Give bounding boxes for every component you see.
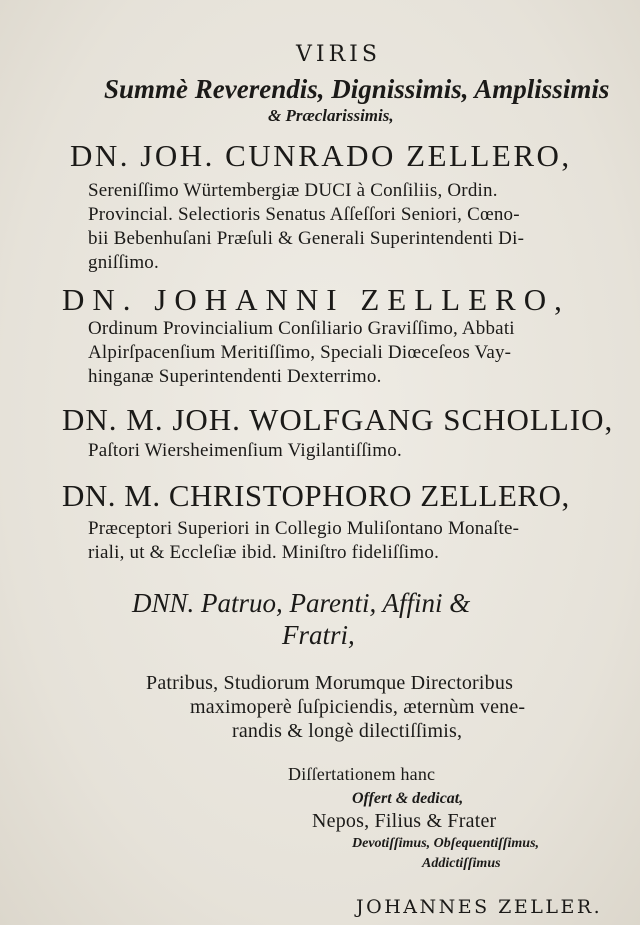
recipient-line: bii Bebenhuſani Præſuli & Generali Superintendenti Di- — [88, 228, 525, 249]
recipient-name: DN. M. JOH. WOLFGANG SCHOLLIO, — [62, 402, 614, 437]
heading-viris: VIRIS — [296, 42, 381, 67]
recipient-name: DN. JOH. CUNRADO ZELLERO, — [70, 138, 572, 173]
offer-line: Nepos, Filius & Frater — [312, 810, 497, 832]
recipient-line: gniſſimo. — [88, 252, 159, 273]
offer-line: Addictiſſimus — [422, 856, 501, 871]
recipient-line: Alpirſpacenſium Meritiſſimo, Speciali Diœceſeos Vay- — [88, 342, 512, 363]
heading-titles: Summè Reverendis, Dignissimis, Amplissimis — [104, 74, 610, 104]
relations-line: Fratri, — [282, 620, 355, 650]
recipient-line: Ordinum Provincialium Conſiliario Graviſſimo, Abbati — [88, 318, 515, 339]
recipient-name: DN. M. CHRISTOPHORO ZELLERO, — [62, 478, 570, 513]
recipient-line: Paſtori Wiersheimenſium Vigilantiſſimo. — [88, 440, 402, 461]
praise-line: randis & longè dilectiſſimis, — [232, 720, 463, 742]
signature: JOHANNES ZELLER. — [356, 896, 603, 918]
recipient-line: Sereniſſimo Würtembergiæ DUCI à Conſiliis, Ordin. — [88, 180, 498, 201]
offer-line: Offert & dedicat, — [352, 790, 464, 807]
recipient-line: riali, ut & Eccleſiæ ibid. Miniſtro fideliſſimo. — [88, 542, 440, 563]
offer-line: Devotiſſimus, Obſequentiſſimus, — [352, 836, 540, 851]
recipient-line: Præceptori Superiori in Collegio Muliſontano Monaſte- — [88, 518, 520, 539]
recipient-name: DN. JOHANNI ZELLERO, — [62, 282, 570, 317]
heading-titles-cont: & Præclarissimis, — [268, 106, 394, 125]
praise-line: maximoperè ſuſpiciendis, æternùm vene- — [190, 696, 526, 718]
praise-line: Patribus, Studiorum Morumque Directoribus — [146, 672, 514, 694]
recipient-line: hinganæ Superintendenti Dexterrimo. — [88, 366, 382, 387]
recipient-line: Provincial. Selectioris Senatus Aſſeſſori Seniori, Cœno- — [88, 204, 520, 225]
relations-line: DNN. Patruo, Parenti, Affini & — [132, 588, 471, 618]
offer-line: Diſſertationem hanc — [288, 764, 436, 784]
